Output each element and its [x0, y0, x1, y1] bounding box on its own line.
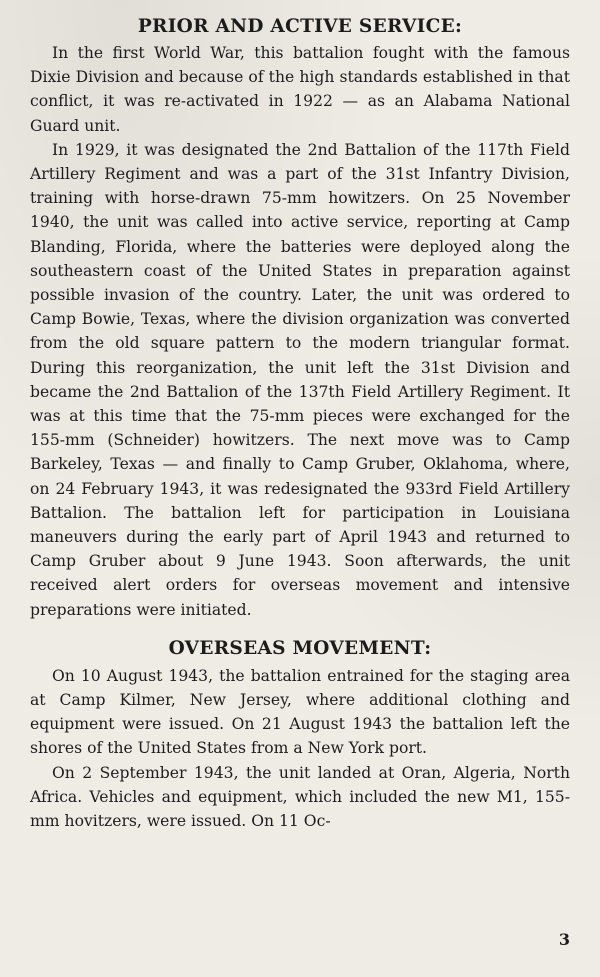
section-heading-overseas-movement: OVERSEAS MOVEMENT:	[168, 637, 432, 659]
paragraph-staging-area: On 10 August 1943, the battalion entrained for the staging area at Camp Kilmer, New Jersey, where additional clothing and equipment were issued. On 21 August 1943 the battalion left the shores of the United States from a New York port.	[30, 666, 570, 758]
paragraph-oran-landing: On 2 September 1943, the unit landed at Oran, Algeria, North Africa. Vehicles and equipment, which included the new M1, 155-mm hovitzers, were issued. On 11 Oc-	[30, 763, 570, 831]
paragraph-1929-history: In 1929, it was designated the 2nd Battalion of the 117th Field Artillery Regiment and was a part of the 31st Infantry Division, training with horse-drawn 75-mm howitzers. On 25 November 1940, the unit was called into active service, reporting at Camp Blanding, Florida, where the batteries were deployed along the southeastern coast of the United States in preparation against possible invasion of the country. Later, the unit was ordered to Camp Bowie, Texas, where the division organization was converted from the old square pattern to the modern triangular format. During this reorganization, the unit left the 31st Division and became the 2nd Battalion of the 137th Field Artillery Regiment. It was at this time that the 75-mm pieces were exchanged for the 155-mm (Schneider) howitzers. The next move was to Camp Barkeley, Texas — and finally to Camp Gruber, Oklahoma, where, on 24 February 1943, it was redesignated the 933rd Field Artillery Battalion. The battalion left for participation in Louisiana maneuvers during the early part of April 1943 and returned to Camp Gruber about 9 June 1943. Soon afterwards, the unit received alert orders for overseas movement and intensive preparations were initiated.	[30, 140, 570, 619]
paragraph-world-war: In the first World War, this battalion fought with the famous Dixie Division and because of the high standards established in that conflict, it was re-activated in 1922 — as an Alabama National Guard unit.	[30, 44, 570, 135]
page-number: 3	[558, 930, 570, 949]
section-heading-prior-service: PRIOR AND ACTIVE SERVICE:	[137, 16, 463, 37]
